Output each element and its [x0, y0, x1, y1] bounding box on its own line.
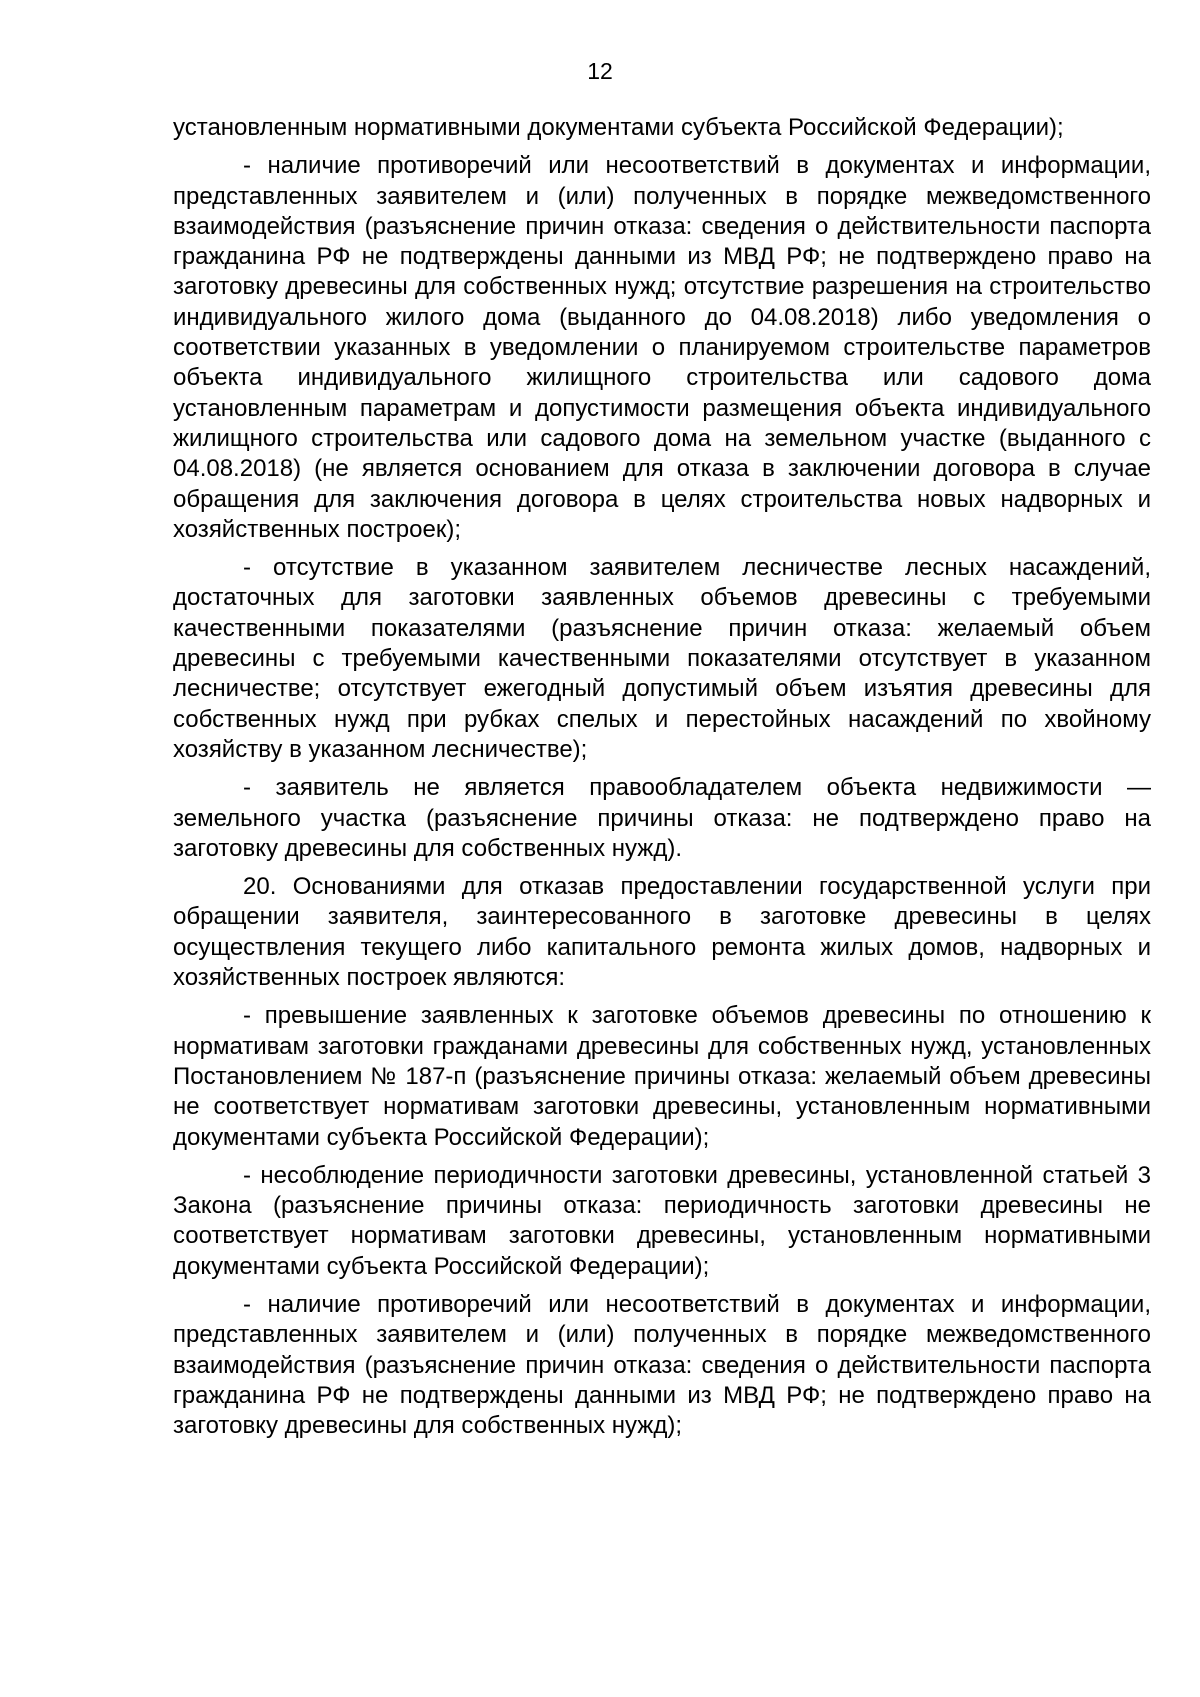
paragraph-periodicity: - несоблюдение периодичности заготовки древесины, установленной статьей 3 Закона (разъяснение причины отказа: периодичность заготовки древесины не соответствует нормативам заготовки древесины, установленным нормативными документами субъекта Российской Федерации); [173, 1161, 1151, 1280]
paragraph-volume-excess: - превышение заявленных к заготовке объемов древесины по отношению к нормативам заготовки гражданами древесины для собственных нужд, установленных Постановлением № 187-п (разъяснение причины отказа: желаемый объем древесины не соответствует нормативам заготовки древесины, установленным нормативными документами субъекта Российской Федерации); [173, 1002, 1151, 1151]
paragraph-contradictions-2: - наличие противоречий или несоответствий в документах и информации, представленных заявителем и (или) полученных в порядке межведомственного взаимодействия (разъяснение причин отказа: сведения о действительности паспорта гражданина РФ не подтверждены данными из МВД РФ; не подтверждено право на заготовку древесины для собственных нужд); [173, 1290, 1151, 1440]
paragraph-item-20: 20. Основаниями для отказав предоставлении государственной услуги при обращении заявителя, заинтересованного в заготовке древесины в целях осуществления текущего либо капитального ремонта жилых домов, надворных и хозяйственных построек являются: [173, 873, 1151, 992]
page-number: 12 [587, 58, 613, 84]
paragraph-forest-absence: - отсутствие в указанном заявителем лесничестве лесных насаждений, достаточных для заготовки заявленных объемов древесины с требуемыми качественными показателями (разъяснение причин отказа: желаемый объем древесины с требуемыми качественными показателями отсутствует в указанном лесничестве; отсутствует ежегодный допустимый объем изъятия древесины для собственных нужд при рубках спелых и перестойных насаждений по хвойному хозяйству в указанном лесничестве); [173, 554, 1151, 763]
paragraph-continuation: установленным нормативными документами субъекта Российской Федерации); [173, 114, 1064, 141]
document-body [173, 113, 1151, 1449]
paragraph-contradictions-1: - наличие противоречий или несоответствий в документах и информации, представленных заявителем и (или) полученных в порядке межведомственного взаимодействия (разъяснение причин отказа: сведения о действительности паспорта гражданина РФ не подтверждены данными из МВД РФ; не подтверждено право на заготовку древесины для собственных нужд; отсутствие разрешения на строительство индивидуального жилого дома (выданного до 04.08.2018) либо уведомления о соответствии указанных в уведомлении о планируемом строительстве параметров объекта индивидуального жилищного строительства или садового дома установленным параметрам и допустимости размещения объекта индивидуального жилищного строительства или садового дома на земельном участке (выданного с 04.08.2018) (не является основанием для отказа в заключении договора в случае обращения для заключения договора в целях строительства новых надворных и хозяйственных построек); [173, 152, 1151, 543]
paragraph-not-owner: - заявитель не является правообладателем объекта недвижимости — земельного участка (разъяснение причины отказа: не подтверждено право на заготовку древесины для собственных нужд). [173, 774, 1151, 862]
